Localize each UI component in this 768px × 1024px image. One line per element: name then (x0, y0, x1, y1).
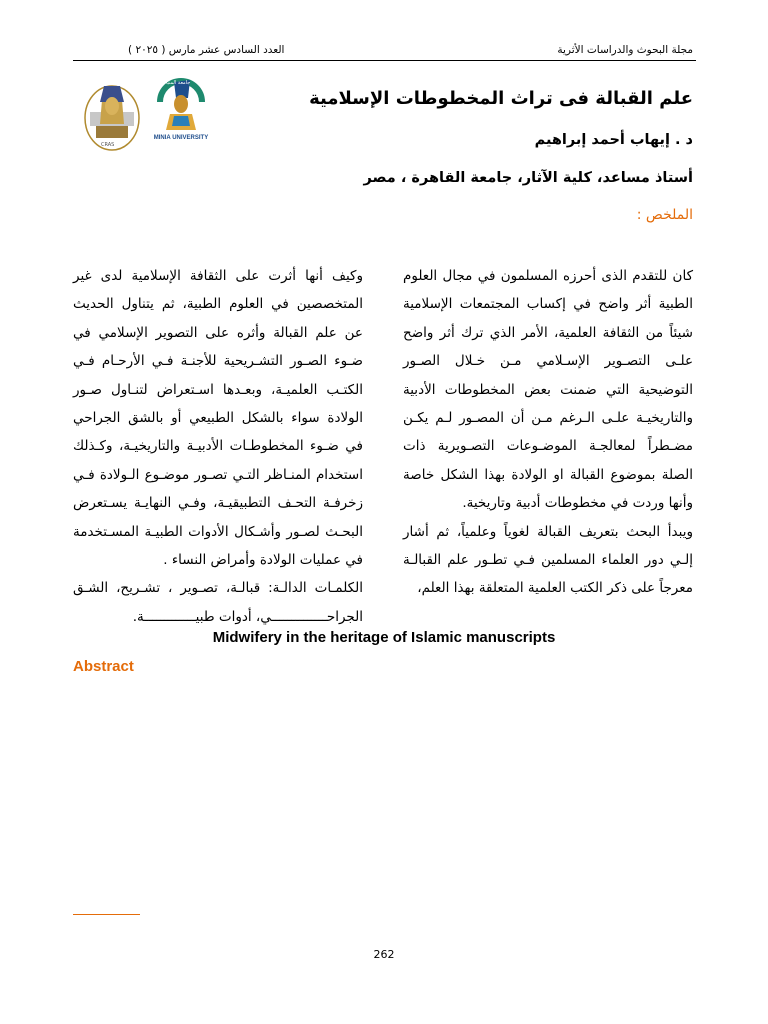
abstract-column-left (73, 262, 363, 631)
abstract-paragraph: وكيف أنها أثرت على الثقافة الإسلامية لدى غير المتخصصين في العلوم الطبية، ثم يتناول الحديث عن علم القبالة وأثره على التصوير الإسلامي في ضـوء الصـور التشـريحية للأجنـة فـي الأرحـام فـي الكتـب العلميـة، وبعـدها اسـتعراض لتنـاول صـور الولادة سواء بالشكل الطبيعي أو بالشق الجراحي في ضـوء المخطوطـات الأدبيـة والتاريخيـة، وكـذلك استخدام المنـاظر التـي تصـور موضـوع الـولادة فـي زخرفـة التحـف التطبيقيـة، وفـي النهايـة يسـتعرض البحـث لصـور وأشـكال الأدوات الطبيـة المسـتخدمة في عمليات الولادة وأمراض النساء . (73, 268, 363, 569)
abstract-paragraph: كان للتقدم الذى أحرزه المسلمون في مجال العلوم الطبية أثر واضح في إكساب المجتمعات الإسلامية شيئاً من الثقافة العلمية، الأمر الذي ترك أثر واضح علـى التصـوير الإسـلامي مـن خـلال الصـور التوضيحية التي ضمنت بعض المخطوطات الأدبية والتاريخيـة علـى الـرغم مـن أن المصـور لـم يكـن مضـطراً لمعالجـة الموضـوعات التصـويرية ذات الصلة بموضوع القبالة او الولادة بهذا الشكل خاصة وأنها وردت في مخطوطات أدبية وتاريخية. (403, 268, 693, 512)
arabic-title: علم القبالة فى تراث المخطوطات الإسلامية (309, 88, 693, 109)
cras-logo-caption: CRAS (101, 142, 115, 148)
header-rule (73, 60, 696, 61)
journal-name: مجلة البحوث والدراسات الأثرية (557, 44, 693, 56)
page-number: 262 (373, 948, 395, 961)
minia-logo-caption: MINIA UNIVERSITY (153, 135, 209, 141)
english-abstract-label: Abstract (73, 658, 134, 675)
abstract-column-right (403, 262, 693, 603)
keywords: الكلمـات الدالـة: قبالـة، تصـوير ، تشـريح، الشـق الجراحــــــــــــــي، أدوات طبيـــــــــــــة. (73, 580, 363, 625)
english-title: Midwifery in the heritage of Islamic manuscripts (212, 629, 556, 646)
minia-logo-arabic-text: جامعة المنيا (166, 80, 191, 86)
footnote-rule (73, 914, 140, 915)
cras-logo (82, 76, 142, 156)
author-name: د . إيهاب أحمد إبراهيم (534, 132, 693, 148)
minia-university-logo (152, 74, 210, 146)
abstract-paragraph: ويبدأ البحث بتعريف القبالة لغوياً وعلمياً، ثم أشار إلـي دور العلماء المسلمين فـي تطـور علم القبالـة معرجاً على ذكر الكتب العلمية المتعلقة بهذا العلم، (403, 523, 693, 597)
arabic-abstract-label: الملخص : (636, 207, 693, 223)
author-affiliation: أستاذ مساعد، كلية الآثار، جامعة القاهرة ، مصر (363, 170, 693, 186)
issue-info: العدد السادس عشر مارس ( ٢٠٢٥ ) (128, 44, 285, 56)
